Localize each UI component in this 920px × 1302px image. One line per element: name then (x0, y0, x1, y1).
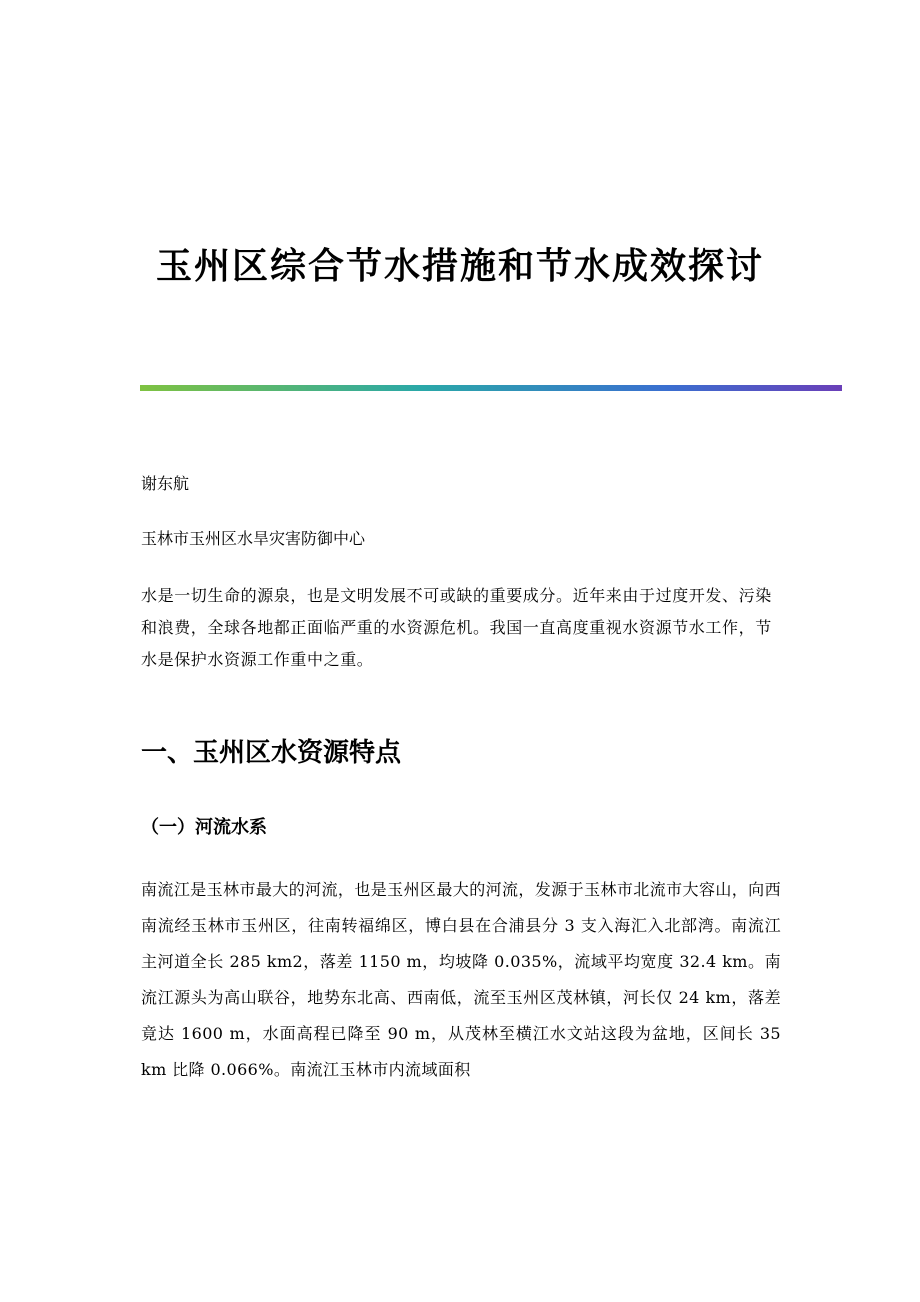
subsection-heading: （一）河流水系 (141, 817, 267, 838)
body-paragraph: 南流江是玉林市最大的河流，也是玉州区最大的河流，发源于玉林市北流市大容山，向西南流经玉林市玉州区，往南转福绵区，博白县在合浦县分 3 支入海汇入北部湾。南流江主河道全长 285 km2，落差 1150 m，均坡降 0.035%，流域平均宽度 32.4 km。南流江源头为高山联谷，地势东北高、西南低，流至玉州区茂林镇，河长仅 24 km，落差竟达 1600 m，水面高程已降至 90 m，从茂林至横江水文站这段为盆地，区间长 35 km 比降 0.066%。南流江玉林市内流域面积 (141, 880, 781, 1079)
abstract-paragraph: 水是一切生命的源泉，也是文明发展不可或缺的重要成分。近年来由于过度开发、污染和浪费，全球各地都正面临严重的水资源危机。我国一直高度重视水资源节水工作，节水是保护水资源工作重中之重。 (141, 586, 772, 669)
author-affiliation: 玉林市玉州区水旱灾害防御中心 (141, 529, 366, 548)
document-title: 玉州区综合节水措施和节水成效探讨 (155, 245, 764, 288)
section-heading: 一、玉州区水资源特点 (141, 738, 402, 768)
title-divider (140, 385, 842, 391)
author-name: 谢东航 (141, 474, 190, 493)
